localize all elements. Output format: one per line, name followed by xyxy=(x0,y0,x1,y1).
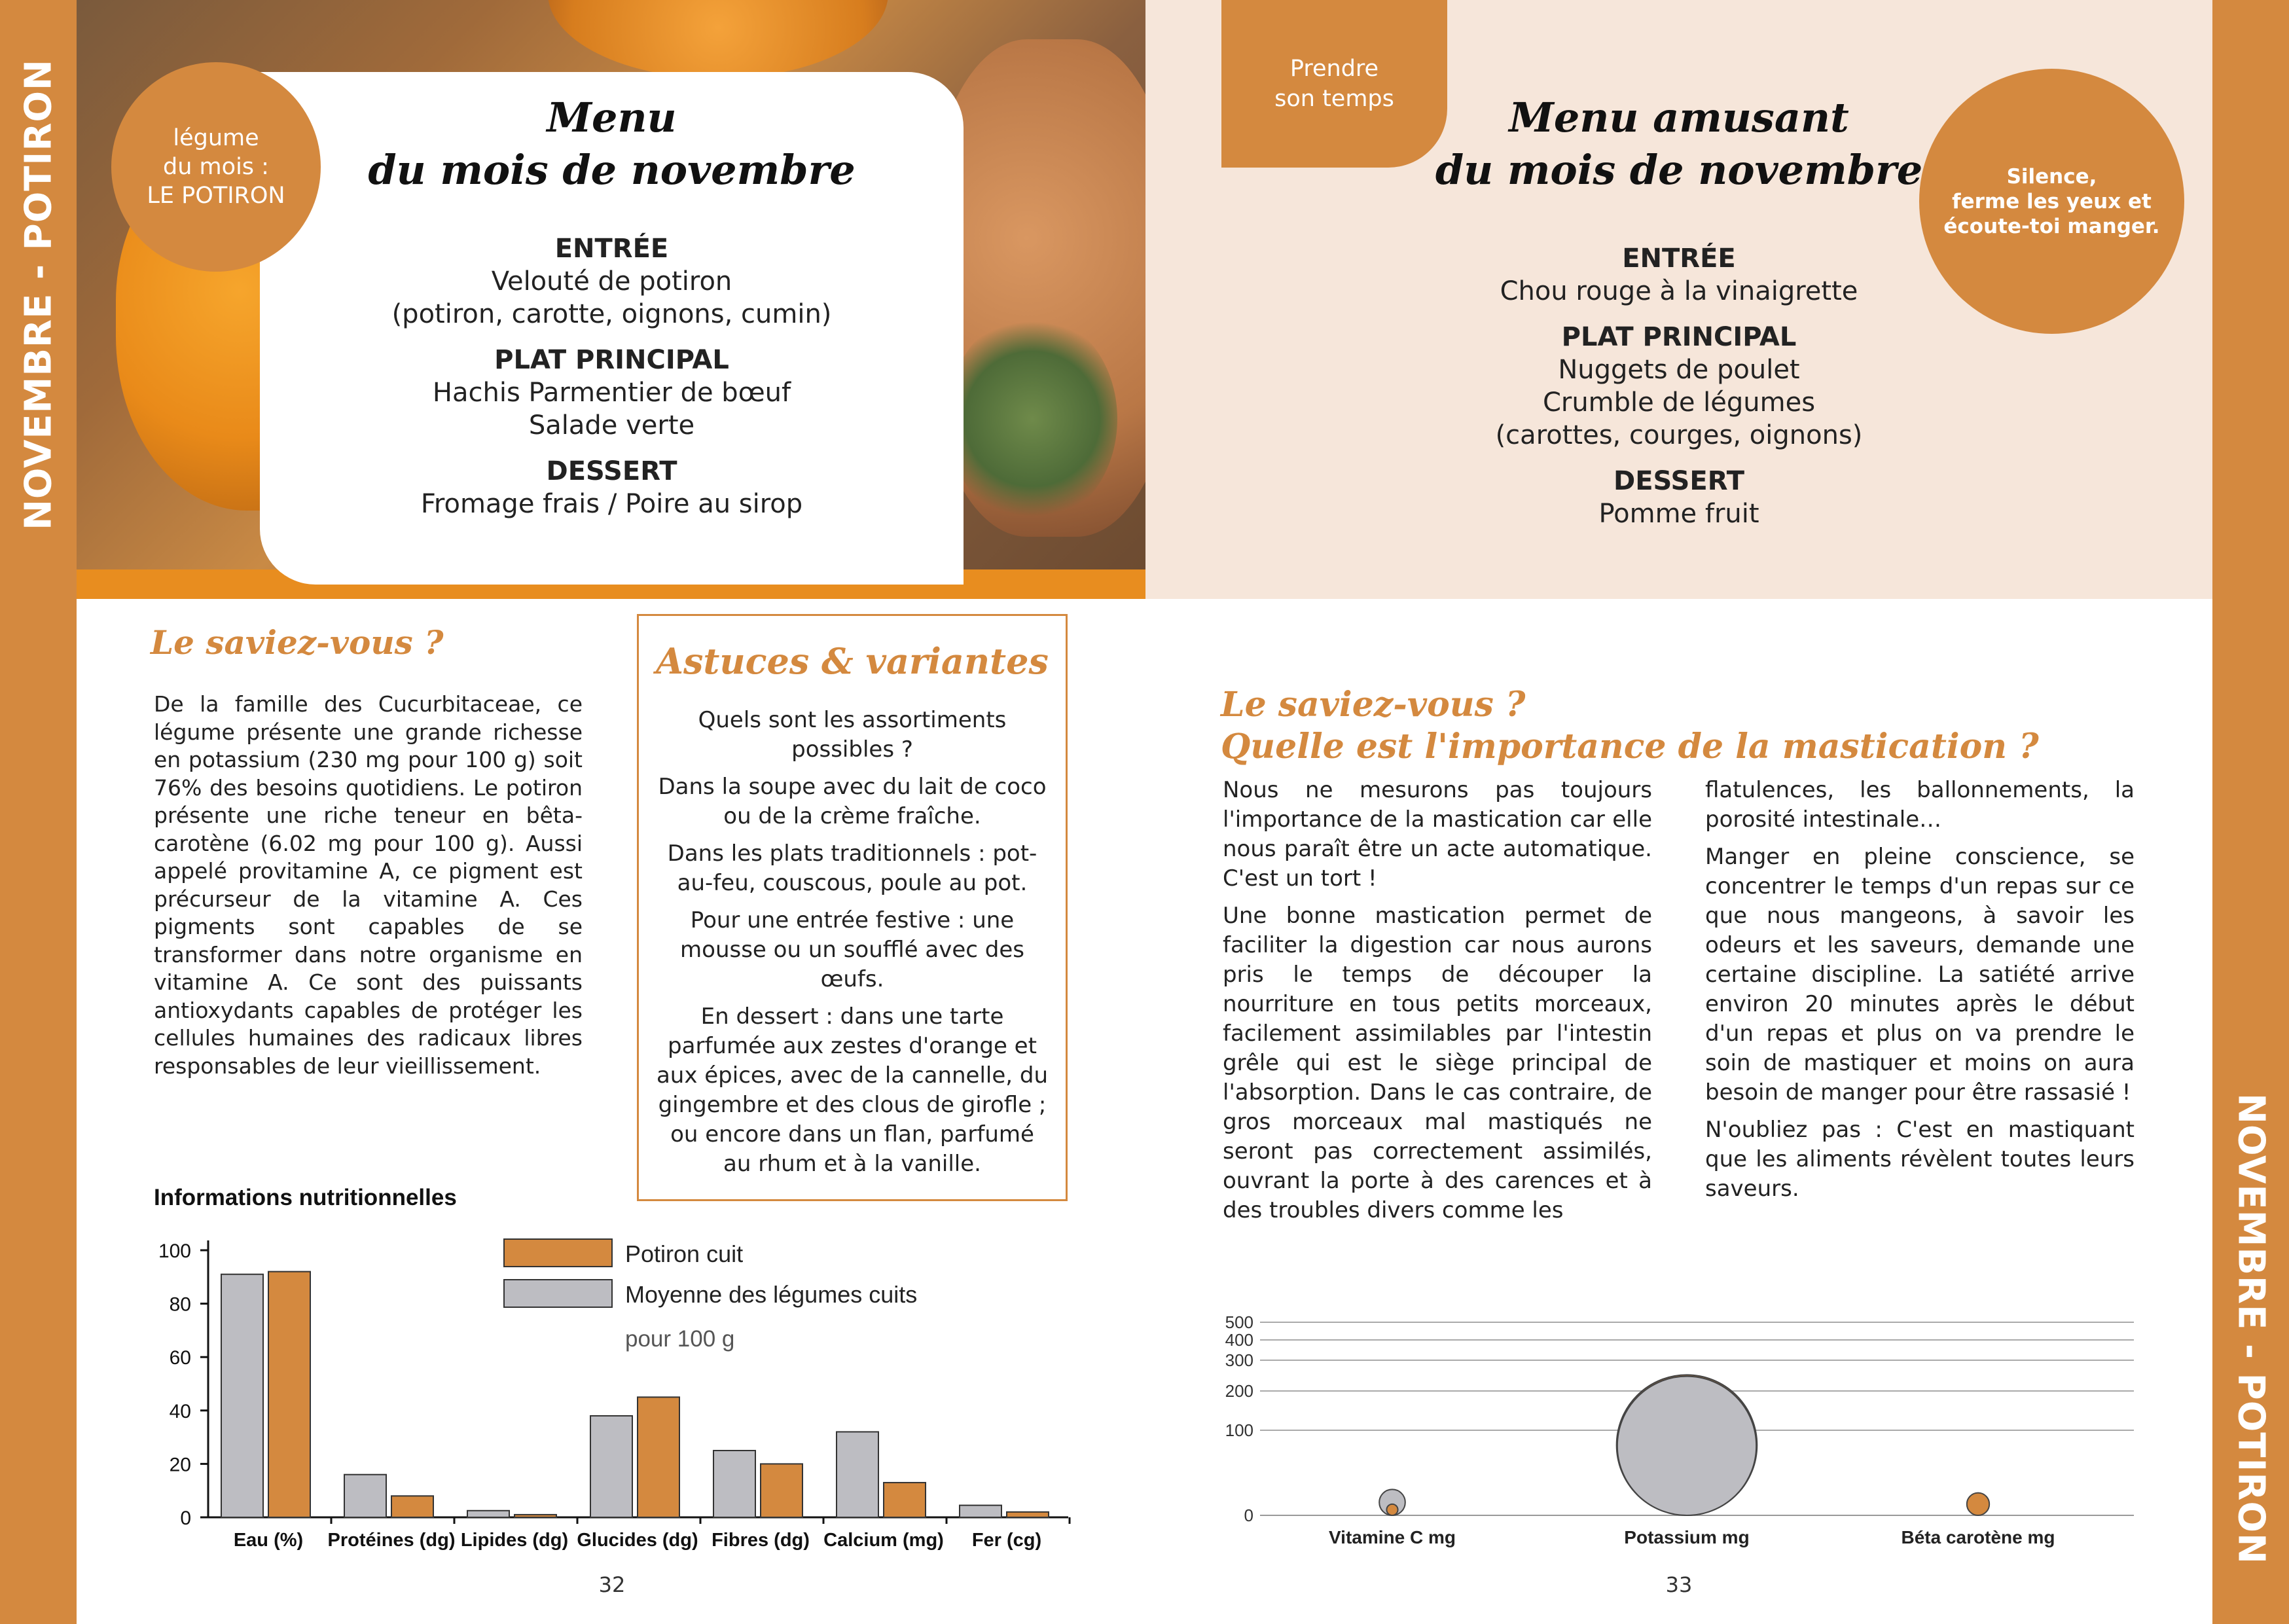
badge-line1: légume xyxy=(173,125,259,151)
fun-menu-title-line2: du mois de novembre xyxy=(1435,146,1923,194)
mast-col2-p3: N'oubliez pas : C'est en mastiquant que les aliments révèlent toutes leurs saveurs. xyxy=(1705,1117,2135,1202)
fun-menu-title xyxy=(1420,92,1938,196)
entree-line1: Velouté de potiron xyxy=(491,266,732,297)
bar-potiron xyxy=(268,1272,310,1517)
astuce-p5: En dessert : dans une tarte parfumée aux zestes d'orange et aux épices, avec de la cannelle, du gingembre et des clous de girofle ; ou encore dans un flan, parfumé au rhum et à la vanille. xyxy=(656,1003,1049,1177)
bar-moyenne xyxy=(590,1416,632,1517)
mastication-col1 xyxy=(1223,776,1652,1233)
bar-moyenne xyxy=(713,1451,755,1517)
silence-line1: Silence, xyxy=(2006,164,2097,189)
y-tick-label: 80 xyxy=(169,1293,191,1316)
bar-moyenne xyxy=(467,1511,509,1517)
bubble-y-tick-label: 300 xyxy=(1225,1350,1253,1370)
bubble-potiron xyxy=(1386,1504,1397,1515)
bubble-category-label: Potassium mg xyxy=(1624,1527,1750,1547)
x-tick-label: Lipides (dg) xyxy=(460,1530,569,1551)
x-tick-label: Protéines (dg) xyxy=(327,1530,456,1551)
x-tick-label: Calcium (mg) xyxy=(823,1530,944,1551)
saviez-text: De la famille des Cucurbitaceae, ce légume présente une grande richesse en potassium (230 mg pour 100 g) soit 76% des besoins quotidiens. Le potiron présente une riche teneur en bêta-carotène (6.02 mg pour 100 g). Aussi appelé provitamine A, ce pigment est précurseur de la vitamine A. Ces pigments sont capables de se transformer dans notre organisme en vitamine A. Ce sont des puissants antioxydants capables de protéger les cellules humaines des radicaux libres responsables de leur vieillissement. xyxy=(154,691,583,1079)
astuce-p1: Quels sont les assortiments possibles ? xyxy=(698,707,1007,763)
bubble-category-label: Béta carotène mg xyxy=(1901,1527,2055,1547)
vegetable-of-month-badge xyxy=(111,62,321,272)
bubble-moyenne xyxy=(1617,1377,1756,1515)
menu-card xyxy=(260,72,964,585)
bar-moyenne xyxy=(221,1274,263,1517)
x-tick-label: Eau (%) xyxy=(233,1530,304,1551)
mast-col1-p2: Une bonne mastication permet de faciliter la digestion car nous aurons pris le temps de découper la nourriture en tous petits morceaux, facilement assimilables par l'intestin grêle qui est le siège principal de l'absorption. Dans le cas contraire, de gros morceaux mal mastiqués ne seront pas correctement assimilés, ouvrant la porte à des carences et à des troubles divers comme les xyxy=(1223,903,1652,1223)
prendre-son-temps-tab xyxy=(1221,0,1447,168)
bar-potiron xyxy=(884,1483,926,1517)
bubble-y-tick-label: 400 xyxy=(1225,1330,1253,1350)
legend-swatch-potiron xyxy=(504,1239,612,1267)
nutrition-chart-title: Informations nutritionnelles xyxy=(154,1185,457,1210)
y-tick-label: 100 xyxy=(158,1240,191,1262)
menu-content xyxy=(260,232,964,520)
y-tick-label: 60 xyxy=(169,1347,191,1369)
mast-col2-p1: flatulences, les ballonnements, la porosité intestinale… xyxy=(1705,777,2135,833)
astuces-title: Astuces & variantes xyxy=(656,640,1049,682)
fun-plat-line1: Nuggets de poulet xyxy=(1558,355,1800,385)
bar-potiron xyxy=(1007,1512,1049,1517)
y-tick-label: 0 xyxy=(180,1507,191,1529)
legend-swatch-moyenne xyxy=(504,1280,612,1307)
fun-dessert-heading: DESSERT xyxy=(1613,466,1744,496)
saviez-title: Le saviez-vous ? xyxy=(151,623,444,662)
bar-moyenne xyxy=(344,1475,386,1517)
herb-shape xyxy=(947,314,1117,524)
bar-potiron xyxy=(391,1496,433,1517)
mastication-col2 xyxy=(1705,776,2135,1212)
badge-line3: LE POTIRON xyxy=(147,183,285,209)
silence-line2: ferme les yeux et xyxy=(1952,189,2152,213)
fun-menu-content xyxy=(1420,242,1938,530)
bubble-y-tick-label: 0 xyxy=(1244,1506,1253,1525)
fun-entree-heading: ENTRÉE xyxy=(1622,244,1736,274)
plat-heading: PLAT PRINCIPAL xyxy=(494,345,729,375)
mineral-bubble-chart xyxy=(1204,1299,2147,1555)
nutrition-bar-chart xyxy=(131,1218,1080,1558)
entree-line2: (potiron, carotte, oignons, cumin) xyxy=(391,299,832,329)
fun-plat-line3: (carottes, courges, oignons) xyxy=(1495,420,1863,450)
bar-moyenne xyxy=(837,1432,878,1517)
page-number-left: 32 xyxy=(598,1572,626,1597)
right-sidebar-label: NOVEMBRE - POTIRON xyxy=(2229,1093,2272,1564)
mastication-title xyxy=(1221,684,2039,768)
bubble-potiron xyxy=(1967,1493,1989,1515)
bubble-category-label: Vitamine C mg xyxy=(1329,1527,1456,1547)
silence-badge xyxy=(1919,69,2184,334)
dessert-heading: DESSERT xyxy=(546,456,677,486)
dessert-line1: Fromage frais / Poire au sirop xyxy=(420,489,803,519)
menu-title xyxy=(260,92,964,196)
y-tick-label: 40 xyxy=(169,1400,191,1422)
x-tick-label: Fer (cg) xyxy=(971,1530,1042,1551)
bar-potiron xyxy=(638,1397,679,1517)
fun-plat-heading: PLAT PRINCIPAL xyxy=(1561,322,1797,352)
y-tick-label: 20 xyxy=(169,1454,191,1476)
astuces-text xyxy=(655,706,1050,1187)
silence-line3: écoute-toi manger. xyxy=(1943,214,2160,238)
left-sidebar xyxy=(0,0,77,1624)
plat-line2: Salade verte xyxy=(528,410,695,441)
mast-col2-p2: Manger en pleine conscience, se concentrer le temps d'un repas sur ce que nous mangeons, à savoir les odeurs et les saveurs, demande une certaine discipline. La satiété arrive environ 20 minutes après le début d'un repas et plus on va prendre le soin de mastiquer et moins on aura besoin de manger pour être rassasié ! xyxy=(1705,844,2135,1106)
x-tick-label: Fibres (dg) xyxy=(712,1530,810,1551)
tab-line2: son temps xyxy=(1274,86,1394,112)
astuce-p2: Dans la soupe avec du lait de coco ou de la crème fraîche. xyxy=(658,774,1047,829)
mastication-title-line2: Quelle est l'importance de la mastication ? xyxy=(1221,727,2039,767)
astuce-p4: Pour une entrée festive : une mousse ou un soufflé avec des œufs. xyxy=(680,907,1024,992)
plat-line1: Hachis Parmentier de bœuf xyxy=(432,378,791,408)
badge-line2: du mois : xyxy=(163,154,269,180)
bar-moyenne xyxy=(960,1506,1001,1517)
pumpkin-top-shape xyxy=(548,0,888,79)
entree-heading: ENTRÉE xyxy=(554,234,669,264)
bar-potiron xyxy=(761,1464,802,1517)
mastication-title-line1: Le saviez-vous ? xyxy=(1221,685,1526,725)
page-number-right: 33 xyxy=(1665,1572,1693,1597)
bubble-y-tick-label: 200 xyxy=(1225,1381,1253,1401)
fun-plat-line2: Crumble de légumes xyxy=(1542,388,1816,418)
legend-note: pour 100 g xyxy=(625,1326,735,1352)
astuce-p3: Dans les plats traditionnels : pot-au-feu, couscous, poule au pot. xyxy=(667,840,1037,896)
bar-potiron xyxy=(514,1515,556,1517)
x-tick-label: Glucides (dg) xyxy=(577,1530,698,1551)
mast-col1-p1: Nous ne mesurons pas toujours l'importance de la mastication car elle nous paraît être un acte automatique. C'est un tort ! xyxy=(1223,777,1652,892)
legend-label-moyenne: Moyenne des légumes cuits xyxy=(625,1281,918,1308)
bubble-y-tick-label: 500 xyxy=(1225,1312,1253,1332)
right-sidebar xyxy=(2212,0,2289,1624)
bubble-y-tick-label: 100 xyxy=(1225,1420,1253,1440)
menu-title-line2: du mois de novembre xyxy=(368,146,856,194)
tab-line1: Prendre xyxy=(1289,56,1379,82)
fun-menu-title-line1: Menu amusant xyxy=(1509,94,1849,141)
left-sidebar-label: NOVEMBRE - POTIRON xyxy=(17,59,60,530)
fun-dessert-line1: Pomme fruit xyxy=(1598,499,1759,529)
legend-label-potiron: Potiron cuit xyxy=(625,1240,744,1267)
fun-entree-line1: Chou rouge à la vinaigrette xyxy=(1500,276,1858,306)
menu-title-line1: Menu xyxy=(547,94,677,141)
